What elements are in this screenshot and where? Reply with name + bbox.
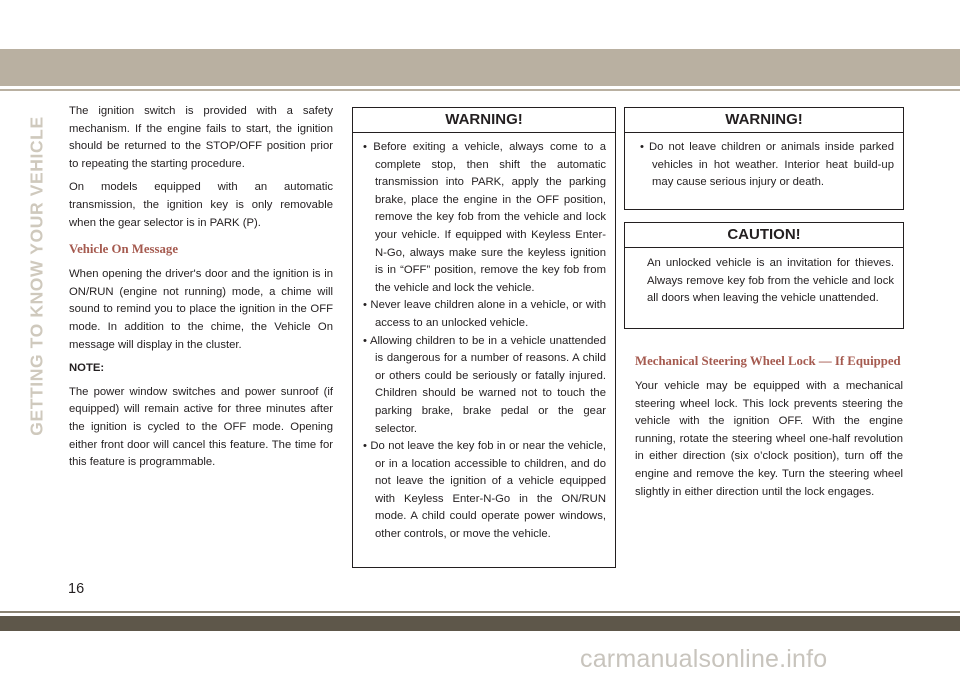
warning-title: WARNING! [625, 108, 903, 133]
paragraph-automatic-transmission: On models equipped with an automatic transmission, the ignition key is only removable when the gear selector is in PARK (P). [69, 181, 333, 229]
warning-title: WARNING! [353, 108, 615, 133]
paragraph-vehicle-on: When opening the driver's door and the ignition is in ON/RUN (engine not running) mode, a chime will sound to remind you to place the ignition in the OFF mode. In addition to the chime, the Vehicle On message will display in the cluster. [69, 268, 333, 351]
header-band [0, 49, 960, 86]
caution-box [624, 222, 904, 329]
column-right-text [635, 350, 903, 501]
warning-item: • Do not leave the key fob in or near the vehicle, or in a location accessible to children, and do not leave the ignition of a vehicle equipped with Keyless Enter-N-Go in the ON/RUN mode. A child could operate power windows, other controls, or move the vehicle. [363, 440, 606, 541]
watermark: carmanualsonline.info [580, 645, 828, 673]
heading-vehicle-on-message: Vehicle On Message [69, 242, 178, 257]
heading-steering-wheel-lock: Mechanical Steering Wheel Lock — If Equipped [635, 354, 901, 368]
paragraph-steering-wheel-lock: Your vehicle may be equipped with a mechanical steering wheel lock. This lock prevents steering the vehicle with the ignition OFF. With the engine running, rotate the steering wheel one-half revolution in either direction (six o’clock position), turn off the engine and remove the key. Turn the steering wheel slightly in either direction until the lock engages. [635, 380, 903, 498]
footer-band [0, 616, 960, 631]
note-text: The power window switches and power sunroof (if equipped) will remain active for three minutes after the ignition is cycled to the OFF mode. Opening either front door will cancel this feature. The time for this feature is programmable. [69, 385, 333, 469]
section-title-text: GETTING TO KNOW YOUR VEHICLE [26, 116, 47, 436]
warning-box-hot-weather [624, 107, 904, 210]
warning-item: • Allowing children to be in a vehicle unattended is dangerous for a number of reasons. A child or others could be seriously or fatally injured. Children should be warned not to touch the parking brake, brake pedal or the gear selector. [363, 334, 606, 435]
paragraph-ignition-safety: The ignition switch is provided with a safety mechanism. If the engine fails to start, the ignition should be returned to the STOP/OFF position prior to repeating the starting procedure. [69, 105, 333, 170]
warning-item: • Do not leave children or animals inside parked vehicles in hot weather. Interior heat build-up may cause serious injury or death. [640, 141, 894, 189]
warning-item: • Never leave children alone in a vehicle, or with access to an unlocked vehicle. [363, 299, 606, 329]
warning-item: • Before exiting a vehicle, always come to a complete stop, then shift the automatic transmission into PARK, apply the parking brake, place the engine in the OFF position, remove the key fob from the vehicle and lock your vehicle. If equipped with Keyless Enter-N-Go, always make sure the keyless ignition is in “OFF” position, remove the key fob from the vehicle and lock the vehicle. [363, 141, 606, 294]
column-left [69, 103, 333, 478]
note-label: NOTE: [69, 362, 105, 375]
warning-list [640, 139, 894, 192]
warning-box-children [352, 107, 616, 568]
caution-text: An unlocked vehicle is an invitation for thieves. Always remove key fob from the vehicle and lock all doors when leaving the vehicle unattended. [647, 257, 894, 305]
page-number: 16 [68, 581, 85, 597]
section-title-vertical [27, 100, 47, 452]
warning-list [363, 139, 606, 544]
header-rule [0, 89, 960, 91]
caution-title: CAUTION! [625, 223, 903, 248]
footer-rule [0, 611, 960, 613]
